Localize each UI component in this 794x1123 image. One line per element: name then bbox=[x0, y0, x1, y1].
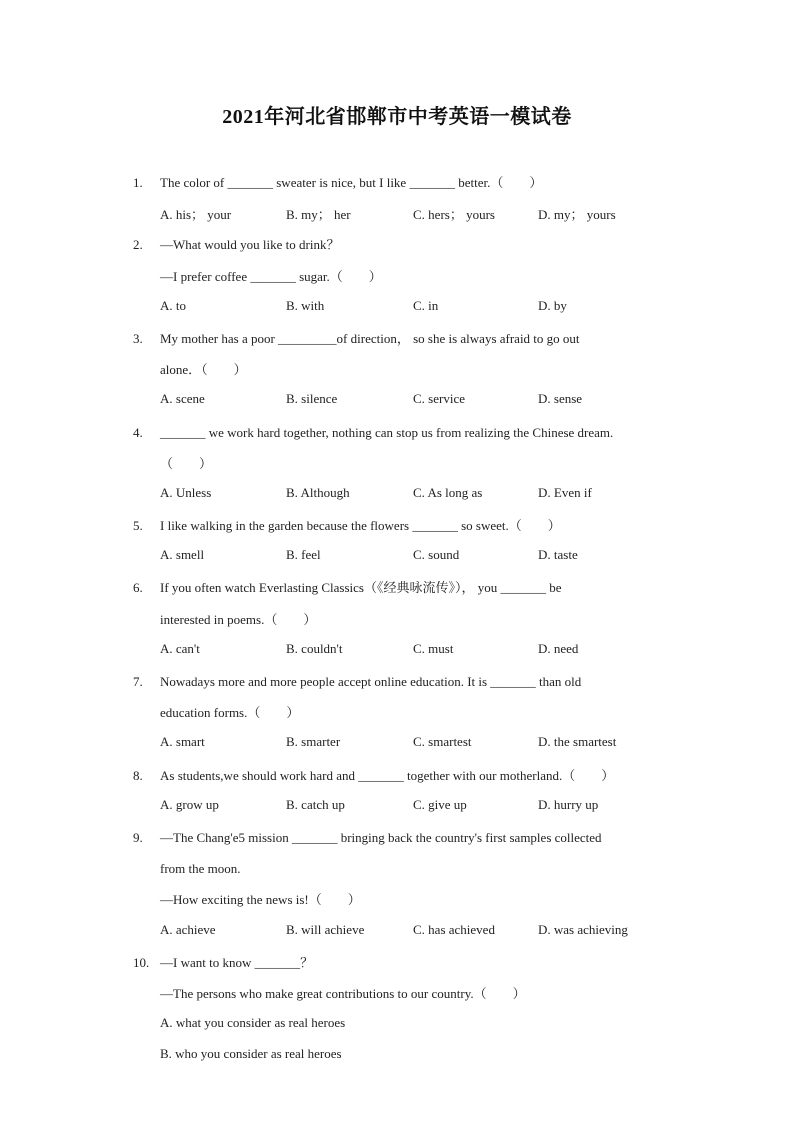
question-1 bbox=[0, 170, 794, 232]
question-10 bbox=[0, 950, 794, 1075]
question-number: 9. bbox=[133, 829, 143, 845]
answer-option[interactable]: B. catch up bbox=[286, 796, 345, 812]
question-line bbox=[0, 887, 794, 918]
question-line bbox=[0, 170, 794, 201]
option-row bbox=[0, 919, 794, 950]
question-9 bbox=[0, 825, 794, 950]
option-row bbox=[0, 201, 794, 232]
answer-option[interactable]: A. grow up bbox=[160, 796, 219, 812]
question-number: 7. bbox=[133, 674, 143, 689]
question-line bbox=[0, 326, 794, 357]
question-3 bbox=[0, 326, 794, 420]
answer-option[interactable]: A. can't bbox=[160, 640, 200, 656]
question-6 bbox=[0, 575, 794, 669]
question-number: 5. bbox=[133, 518, 143, 534]
question-text: education forms.（ ） bbox=[160, 705, 300, 721]
answer-option[interactable]: C. hers； yours bbox=[413, 207, 495, 223]
question-text: from the moon. bbox=[160, 861, 241, 877]
option-row bbox=[0, 544, 794, 575]
answer-option[interactable]: C. sound bbox=[413, 547, 460, 563]
question-line bbox=[0, 451, 794, 482]
question-8 bbox=[0, 763, 794, 825]
question-4 bbox=[0, 420, 794, 514]
question-text: If you often watch Everlasting Classics（《经典咏流传》）， you _______ be bbox=[160, 580, 562, 596]
option-row bbox=[0, 388, 794, 419]
question-text: My mother has a poor _________of direction， so she is always afraid to go out bbox=[160, 330, 580, 346]
answer-option[interactable]: C. in bbox=[413, 297, 439, 313]
question-text: —The Chang'e5 mission _______ bringing back the country's first samples collected bbox=[160, 829, 602, 845]
answer-option[interactable]: D. hurry up bbox=[538, 796, 599, 812]
answer-option[interactable]: D. taste bbox=[538, 547, 578, 563]
question-number: 8. bbox=[133, 767, 143, 783]
page-title: 2021年河北省邯郸市中考英语一模试卷 bbox=[222, 106, 572, 128]
answer-option[interactable]: A. smart bbox=[160, 734, 205, 750]
question-line bbox=[0, 357, 794, 388]
question-list bbox=[0, 170, 794, 1074]
question-line bbox=[0, 264, 794, 295]
answer-option[interactable]: B. my； her bbox=[286, 207, 351, 223]
answer-option[interactable]: D. the smartest bbox=[538, 734, 617, 750]
answer-option[interactable]: D. by bbox=[538, 297, 567, 313]
question-text: —I want to know _______？ bbox=[160, 954, 314, 970]
question-text: The color of _______ sweater is nice, but I like _______ better.（ ） bbox=[160, 175, 543, 190]
answer-option[interactable]: B. who you consider as real heroes bbox=[160, 1046, 342, 1062]
answer-option[interactable]: C. smartest bbox=[413, 734, 472, 750]
question-text: _______ we work hard together, nothing can stop us from realizing the Chinese dream. bbox=[160, 424, 614, 440]
question-text: （ ） bbox=[160, 455, 213, 471]
question-number: 6. bbox=[133, 580, 143, 596]
answer-option[interactable]: C. has achieved bbox=[413, 921, 495, 937]
option-row bbox=[0, 731, 794, 762]
answer-option[interactable]: A. his； your bbox=[160, 207, 232, 223]
question-number: 2. bbox=[133, 237, 143, 253]
answer-option[interactable]: B. smarter bbox=[286, 734, 341, 750]
answer-option[interactable]: B. will achieve bbox=[286, 921, 365, 937]
question-2 bbox=[0, 232, 794, 326]
answer-option[interactable]: D. Even if bbox=[538, 484, 592, 500]
answer-option[interactable]: C. service bbox=[413, 391, 465, 407]
answer-option[interactable]: C. As long as bbox=[413, 484, 483, 500]
answer-option[interactable]: B. feel bbox=[286, 547, 321, 563]
question-line bbox=[0, 420, 794, 451]
answer-option[interactable]: A. Unless bbox=[160, 484, 212, 500]
question-5 bbox=[0, 513, 794, 575]
answer-option[interactable]: B. silence bbox=[286, 391, 338, 407]
answer-option[interactable]: C. give up bbox=[413, 796, 467, 812]
answer-option[interactable]: A. smell bbox=[160, 547, 205, 563]
answer-option[interactable]: A. what you consider as real heroes bbox=[160, 1015, 346, 1031]
question-text: alone．（ ） bbox=[160, 362, 247, 378]
question-text: —How exciting the news is!（ ） bbox=[160, 892, 361, 908]
answer-option[interactable]: B. Although bbox=[286, 484, 350, 500]
question-number: 1. bbox=[133, 175, 143, 190]
question-number: 10. bbox=[133, 954, 150, 970]
question-line bbox=[0, 700, 794, 731]
option-row bbox=[0, 1012, 794, 1043]
option-row bbox=[0, 295, 794, 326]
question-line bbox=[0, 825, 794, 856]
question-line bbox=[0, 763, 794, 794]
question-text: As students,we should work hard and _______ together with our motherland.（ ） bbox=[160, 767, 615, 783]
question-line bbox=[0, 950, 794, 981]
answer-option[interactable]: D. need bbox=[538, 640, 579, 656]
question-text: —The persons who make great contributions to our country.（ ） bbox=[160, 985, 526, 1001]
answer-option[interactable]: A. achieve bbox=[160, 921, 216, 937]
question-text: —What would you like to drink？ bbox=[160, 237, 340, 253]
answer-option[interactable]: D. sense bbox=[538, 391, 583, 407]
question-number: 4. bbox=[133, 424, 143, 440]
answer-option[interactable]: C. must bbox=[413, 640, 454, 656]
answer-option[interactable]: B. couldn't bbox=[286, 640, 343, 656]
option-row bbox=[0, 482, 794, 513]
answer-option[interactable]: A. scene bbox=[160, 391, 205, 407]
question-line bbox=[0, 513, 794, 544]
question-text: —I prefer coffee _______ sugar.（ ） bbox=[160, 268, 382, 284]
question-7 bbox=[0, 669, 794, 763]
question-line bbox=[0, 856, 794, 887]
option-row bbox=[0, 638, 794, 669]
answer-option[interactable]: D. my； yours bbox=[538, 207, 616, 223]
question-line bbox=[0, 607, 794, 638]
question-line bbox=[0, 575, 794, 606]
answer-option[interactable]: A. to bbox=[160, 297, 186, 313]
question-text: interested in poems.（ ） bbox=[160, 611, 317, 627]
question-line bbox=[0, 669, 794, 700]
question-line bbox=[0, 981, 794, 1012]
answer-option[interactable]: D. was achieving bbox=[538, 921, 628, 937]
answer-option[interactable]: B. with bbox=[286, 297, 325, 313]
question-text: I like walking in the garden because the flowers _______ so sweet.（ ） bbox=[160, 518, 561, 534]
option-row bbox=[0, 1043, 794, 1074]
question-text: Nowadays more and more people accept online education. It is _______ than old bbox=[160, 674, 582, 689]
option-row bbox=[0, 794, 794, 825]
question-number: 3. bbox=[133, 330, 143, 346]
question-line bbox=[0, 232, 794, 263]
